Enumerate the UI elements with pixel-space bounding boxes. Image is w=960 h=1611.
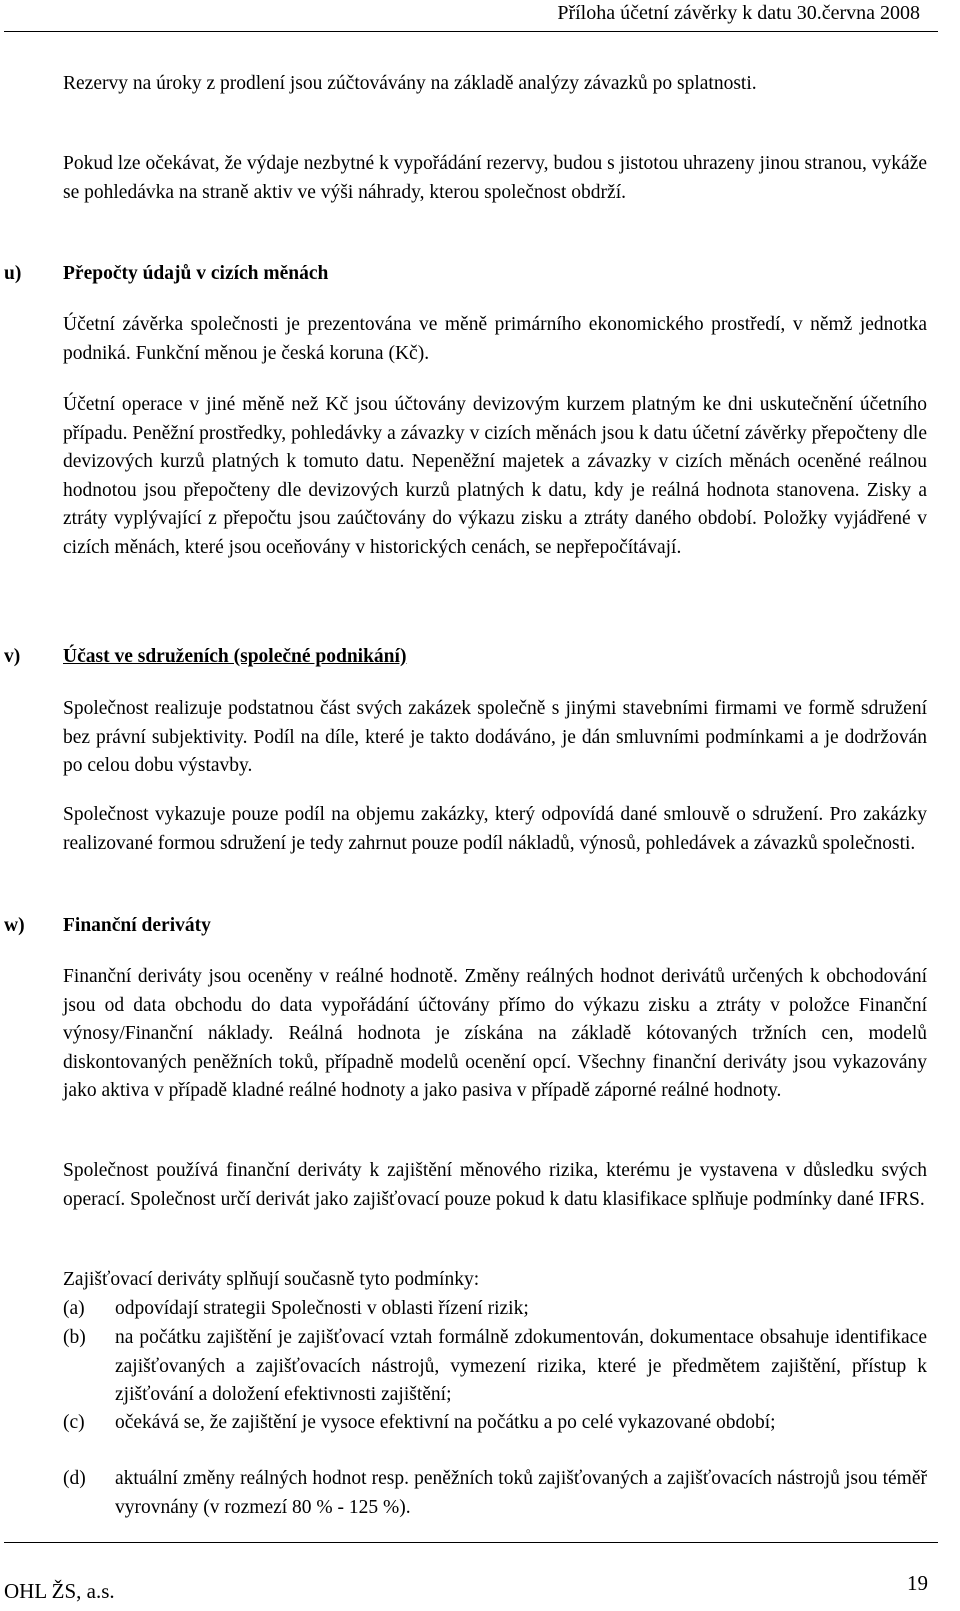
list-item-text: aktuální změny reálných hodnot resp. peněžních toků zajišťovaných a zajišťovacích nástrojů jsou téměř vyrovnány (v rozmezí 80 % - 125 %). bbox=[115, 1468, 927, 1518]
intro-paragraph-1: Rezervy na úroky z prodlení jsou zúčtovávány na základě analýzy závazků po splatnosti. bbox=[63, 73, 757, 94]
list-item bbox=[63, 1295, 927, 1325]
section-v-paragraph-1: Společnost realizuje podstatnou část svých zakázek společně s jinými stavebními firmami ve formě sdružení bez právní subjektivity. Podíl na díle, které je takto dodáváno, je dán smluvními podmínkami a je dodržován po celou dobu výstavby. bbox=[63, 698, 927, 777]
section-w-paragraph-2: Společnost používá finanční deriváty k zajištění měnového rizika, kterému je vystavena v důsledku svých operací. Společnost určí derivát jako zajišťovací pouze pokud k datu klasifikace splňuje podmínky dané IFRS. bbox=[63, 1160, 927, 1210]
header-divider bbox=[4, 31, 938, 32]
section-w-paragraph-1: Finanční deriváty jsou oceněny v reálné hodnotě. Změny reálných hodnot derivátů určených k obchodování jsou od data obchodu do data vypořádání účtovány přímo do výkazu zisku a ztráty v položce Finanční výnosy/Finanční náklady. Reálná hodnota je získána na základě kótovaných tržních cen, modelů diskontovaných peněžních toků, případně modelů ocenění opcí. Všechny finanční deriváty jsou vykazovány jako aktiva v případě kladné reálné hodnoty a jako pasiva v případě záporné reálné hodnoty. bbox=[63, 966, 927, 1102]
page-header-title: Příloha účetní závěrky k datu 30.června 2008 bbox=[557, 2, 920, 24]
section-v-title: Účast ve sdruženích (společné podnikání) bbox=[63, 646, 407, 667]
intro-paragraph-2: Pokud lze očekávat, že výdaje nezbytné k vypořádání rezervy, budou s jistotou uhrazeny jinou stranou, vykáže se pohledávka na straně aktiv ve výši náhrady, kterou společnost obdrží. bbox=[63, 153, 927, 203]
list-item bbox=[63, 1465, 927, 1525]
list-item bbox=[63, 1409, 927, 1469]
footer-divider bbox=[4, 1542, 938, 1543]
section-w-title: Finanční deriváty bbox=[63, 915, 211, 936]
section-v-letter: v) bbox=[4, 646, 21, 667]
list-item-text: očekává se, že zajištění je vysoce efektivní na počátku a po celé vykazované období; bbox=[115, 1412, 776, 1433]
list-item-label: (b) bbox=[63, 1327, 86, 1348]
section-v-paragraph-2: Společnost vykazuje pouze podíl na objemu zakázky, který odpovídá dané smlouvě o sdružení. Pro zakázky realizované formou sdružení je tedy zahrnut pouze podíl nákladů, výnosů, pohledávek a závazků společnosti. bbox=[63, 804, 927, 854]
section-u-paragraph-2: Účetní operace v jiné měně než Kč jsou účtovány devizovým kurzem platným ke dni uskutečnění účetního případu. Peněžní prostředky, pohledávky a závazky v cizích měnách jsou k datu účetní závěrky přepočteny dle devizových kurzů platných k tomuto datu. Nepeněžní majetek a závazky v cizích měnách oceněné reálnou hodnotou jsou přepočteny dle devizových kurzů platných k datu, kdy je reálná hodnota stanovena. Zisky a ztráty vyplývající z přepočtu jsou zaúčtovány do výkazu zisku a ztráty daného období. Položky vyjádřené v cizích měnách, které jsou oceňovány v historických cenách, se nepřepočítávají. bbox=[63, 394, 927, 558]
list-item bbox=[63, 1324, 927, 1412]
section-u-letter: u) bbox=[4, 263, 22, 284]
list-item-label: (a) bbox=[63, 1298, 85, 1319]
section-w-paragraph-3: Zajišťovací deriváty splňují současně tyto podmínky: bbox=[63, 1269, 480, 1290]
section-w-letter: w) bbox=[4, 915, 25, 936]
section-u-paragraph-1: Účetní závěrka společnosti je prezentována ve měně primárního ekonomického prostředí, v němž jednotka podniká. Funkční měnou je česká koruna (Kč). bbox=[63, 314, 927, 364]
list-item-text: odpovídají strategii Společnosti v oblasti řízení rizik; bbox=[115, 1298, 529, 1319]
section-u-title: Přepočty údajů v cizích měnách bbox=[63, 263, 329, 284]
list-item-label: (d) bbox=[63, 1468, 86, 1489]
footer-company: OHL ŽS, a.s. bbox=[4, 1579, 115, 1603]
list-item-text: na počátku zajištění je zajišťovací vztah formálně zdokumentován, dokumentace obsahuje identifikace zajišťovaných a zajišťovacích nástrojů, vymezení rizika, které je předmětem zajištění, přístup k zjišťování a doložení efektivnosti zajištění; bbox=[115, 1327, 927, 1406]
list-item-label: (c) bbox=[63, 1412, 85, 1433]
page-number: 19 bbox=[907, 1571, 928, 1595]
